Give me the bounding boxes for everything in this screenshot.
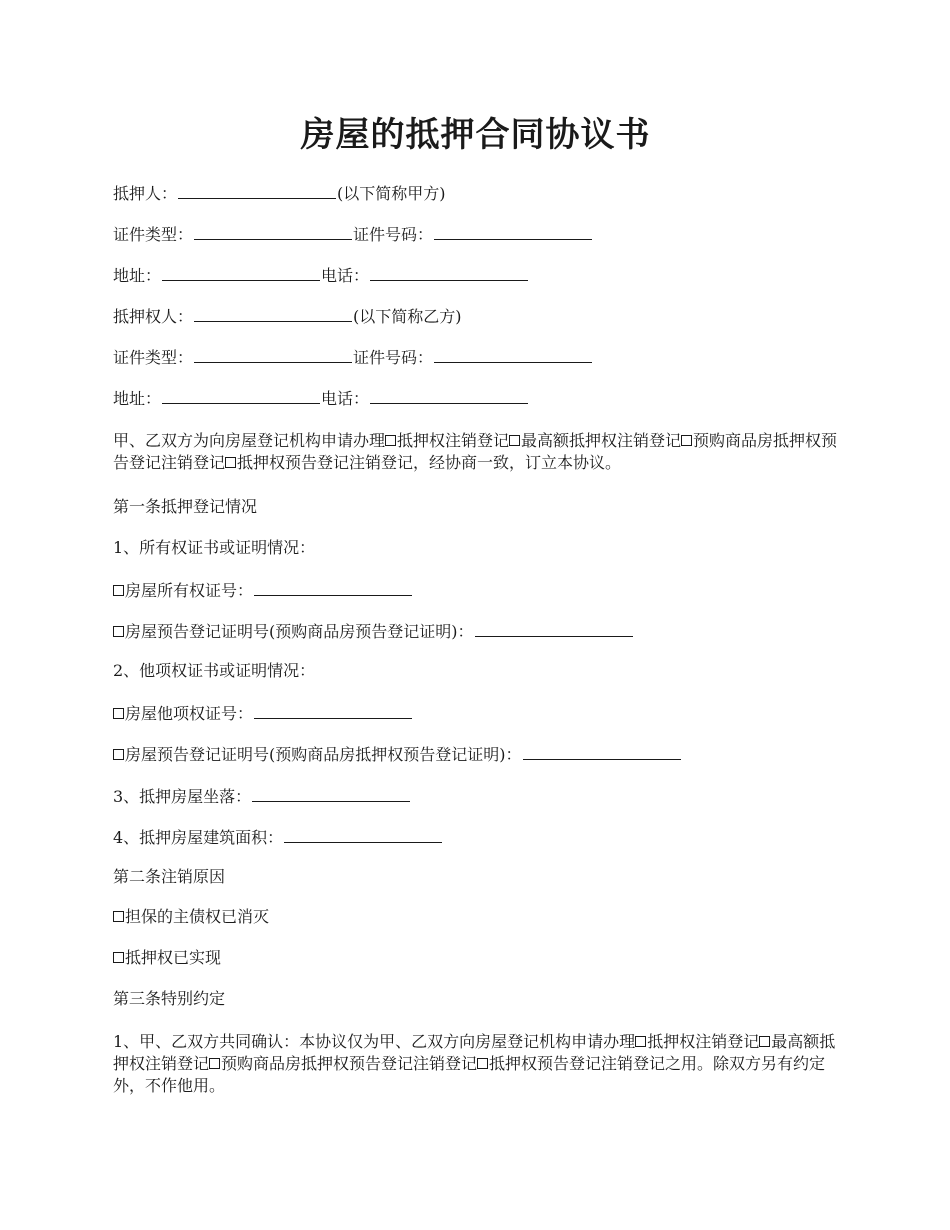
document-title: 房屋的抵押合同协议书 (300, 115, 651, 155)
checkbox-icon[interactable] (113, 708, 124, 719)
article-1-item-2: 2、他项权证书或证明情况： (113, 661, 316, 680)
item-4-label: 4、抵押房屋建筑面积： (113, 828, 284, 847)
checkbox-icon[interactable] (113, 626, 124, 637)
article-2-reason-2-line (113, 947, 221, 969)
article-1-item-4-line (113, 825, 443, 849)
article-1-cert-4-line (113, 742, 682, 766)
item-4-blank[interactable] (284, 825, 442, 843)
checkbox-icon[interactable] (759, 1036, 770, 1047)
checkbox-icon[interactable] (509, 435, 520, 446)
mortgagor-line (113, 181, 446, 205)
party-a-id-no-blank[interactable] (434, 222, 592, 240)
party-a-phone-blank[interactable] (370, 263, 528, 281)
item-3-blank[interactable] (252, 784, 410, 802)
party-b-id-type-label: 证件类型： (113, 348, 194, 367)
article-1-cert-3-line (113, 701, 413, 725)
cert-3-blank[interactable] (254, 701, 412, 719)
party-a-id-line (113, 222, 593, 246)
mortgagor-suffix: (以下简称甲方) (337, 184, 446, 203)
checkbox-icon[interactable] (681, 435, 692, 446)
party-b-id-no-blank[interactable] (434, 345, 592, 363)
checkbox-icon[interactable] (113, 749, 124, 760)
party-b-address-label: 地址： (113, 389, 162, 408)
party-b-id-no-label: 证件号码： (353, 348, 434, 367)
article-3-option-4: 抵押权预告登记注销登记 (489, 1054, 666, 1073)
intro-option-3: 预购商品房抵押权预告登记注销登记 (113, 431, 838, 472)
party-a-id-type-label: 证件类型： (113, 225, 194, 244)
mortgagee-blank[interactable] (194, 304, 352, 322)
cert-2-label: 房屋预告登记证明号(预购商品房预告登记证明)： (125, 622, 474, 641)
mortgagor-label: 抵押人： (113, 184, 178, 203)
party-b-phone-blank[interactable] (370, 386, 528, 404)
article-1-cert-1-line (113, 578, 413, 602)
article-1-item-3-line (113, 784, 411, 808)
checkbox-icon[interactable] (477, 1058, 488, 1069)
mortgagee-label: 抵押权人： (113, 307, 194, 326)
intro-text-end: ，经协商一致，订立本协议。 (413, 453, 622, 472)
checkbox-icon[interactable] (113, 952, 124, 963)
cert-2-blank[interactable] (475, 619, 633, 637)
checkbox-icon[interactable] (225, 457, 236, 468)
mortgagee-suffix: (以下简称乙方) (353, 307, 462, 326)
party-b-address-line (113, 386, 529, 410)
article-2-heading: 第二条注销原因 (113, 867, 226, 886)
article-1-cert-2-line (113, 619, 634, 643)
cert-4-blank[interactable] (523, 742, 681, 760)
checkbox-icon[interactable] (113, 911, 124, 922)
party-a-address-label: 地址： (113, 266, 162, 285)
checkbox-icon[interactable] (209, 1058, 220, 1069)
party-b-address-blank[interactable] (162, 386, 320, 404)
article-3-option-1: 抵押权注销登记 (647, 1032, 760, 1051)
cert-1-blank[interactable] (254, 578, 412, 596)
cert-3-label: 房屋他项权证号： (125, 704, 254, 723)
party-b-id-type-blank[interactable] (194, 345, 352, 363)
cert-4-label: 房屋预告登记证明号(预购商品房抵押权预告登记证明)： (125, 745, 522, 764)
intro-option-1: 抵押权注销登记 (397, 431, 510, 450)
party-b-phone-label: 电话： (321, 389, 370, 408)
party-a-address-blank[interactable] (162, 263, 320, 281)
mortgagee-line (113, 304, 462, 328)
reason-1-label: 担保的主债权已消灭 (125, 907, 270, 926)
article-3-paragraph-1 (113, 1031, 841, 1097)
checkbox-icon[interactable] (113, 585, 124, 596)
article-3-option-2: 最高额抵押权注销登记 (113, 1032, 836, 1073)
article-3-text-end: 之用。除双方另有约定外，不作他用。 (113, 1054, 826, 1095)
intro-option-2: 最高额抵押权注销登记 (521, 431, 682, 450)
article-3-heading: 第三条特别约定 (113, 989, 226, 1008)
reason-2-label: 抵押权已实现 (125, 948, 222, 967)
checkbox-icon[interactable] (385, 435, 396, 446)
party-a-id-no-label: 证件号码： (353, 225, 434, 244)
party-a-address-line (113, 263, 529, 287)
intro-text-start: 甲、乙双方为向房屋登记机构申请办理 (113, 431, 386, 450)
item-3-label: 3、抵押房屋坐落： (113, 787, 252, 806)
checkbox-icon[interactable] (635, 1036, 646, 1047)
article-1-item-1: 1、所有权证书或证明情况： (113, 538, 316, 557)
article-3-option-3: 预购商品房抵押权预告登记注销登记 (221, 1054, 478, 1073)
article-1-heading: 第一条抵押登记情况 (113, 497, 258, 516)
intro-paragraph (113, 430, 841, 474)
party-b-id-line (113, 345, 593, 369)
mortgagor-blank[interactable] (178, 181, 336, 199)
article-3-text-start: 1、甲、乙双方共同确认：本协议仅为甲、乙双方向房屋登记机构申请办理 (113, 1032, 636, 1051)
party-a-id-type-blank[interactable] (194, 222, 352, 240)
party-a-phone-label: 电话： (321, 266, 370, 285)
intro-option-4: 抵押权预告登记注销登记 (237, 453, 414, 472)
article-2-reason-1-line (113, 906, 269, 928)
cert-1-label: 房屋所有权证号： (125, 581, 254, 600)
